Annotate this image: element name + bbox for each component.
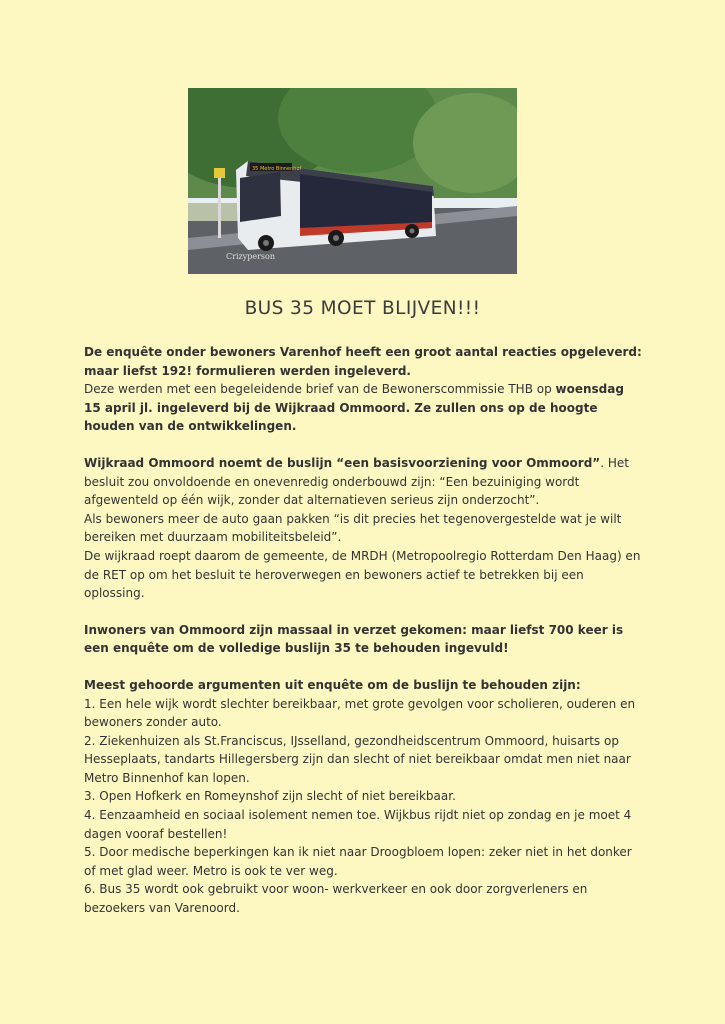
p2-text-1: . Het besluit zou onvoldoende en onevenredig onderbouwd zijn: “Een bezuiniging wordt afgewenteld op één wijk, zonder dat alternatieven serieus zijn onderzocht”. bbox=[84, 455, 629, 508]
bus-photo bbox=[188, 88, 517, 274]
argument-5: 5. Door medische beperkingen kan ik niet naar Droogbloem lopen: zeker niet in het donker of met glad weer. Metro is ook te ver weg. bbox=[84, 845, 632, 878]
arguments-heading: Meest gehoorde argumenten uit enquête om de buslijn te behouden zijn: bbox=[84, 677, 581, 692]
paragraph-3 bbox=[84, 621, 644, 658]
p1-text-1: Deze werden met een begeleidende brief van de Bewonerscommissie THB op bbox=[84, 382, 556, 397]
p3-bold-1: Inwoners van Ommoord zijn massaal in verzet gekomen: maar liefst 700 keer is een enquête om de volledige buslijn 35 te behouden ingevuld! bbox=[84, 622, 624, 656]
paragraph-1 bbox=[84, 343, 644, 436]
argument-1: 1. Een hele wijk wordt slechter bereikbaar, met grote gevolgen voor scholieren, ouderen en bewoners zonder auto. bbox=[84, 696, 636, 730]
bus-illustration bbox=[188, 88, 517, 274]
argument-2: 2. Ziekenhuizen als St.Franciscus, IJsselland, gezondheidscentrum Ommoord, huisarts op Hesseplaats, tandarts Hillegersberg zijn dan slecht of niet bereikbaar omdat men niet naar Metro Binnenhof kan lopen. bbox=[84, 733, 631, 785]
argument-6: 6. Bus 35 wordt ook gebruikt voor woon- werkverkeer en ook door zorgverleners en bezoekers van Varenoord. bbox=[84, 882, 588, 916]
article-body bbox=[84, 343, 644, 918]
p1-bold-1: De enquête onder bewoners Varenhof heeft een groot aantal reacties opgeleverd: maar liefst 192! formulieren werden ingeleverd. bbox=[84, 345, 642, 378]
p2-bold-1: Wijkraad Ommoord noemt de buslijn “een basisvoorziening voor Ommoord” bbox=[84, 455, 601, 470]
page-title: BUS 35 MOET BLIJVEN!!! bbox=[244, 298, 481, 319]
argument-4: 4. Eenzaamheid en sociaal isolement nemen toe. Wijkbus rijdt niet op zondag en je moet 4 dagen vooraf bestellen! bbox=[84, 808, 632, 841]
paragraph-2 bbox=[84, 454, 644, 603]
bus-destination-sign: 35 Metro Binnenhof bbox=[252, 166, 302, 172]
paragraph-4 bbox=[84, 676, 644, 918]
p1-bold-2: woensdag 15 april jl. ingeleverd bij de Wijkraad Ommoord. Ze zullen ons op de hoogte houden van de ontwikkelingen. bbox=[84, 382, 624, 434]
photo-caption: Crizyperson bbox=[226, 252, 275, 261]
p2-text-3: De wijkraad roept daarom de gemeente, de MRDH (Metropoolregio Rotterdam Den Haag) en de RET op om het besluit te heroverwegen en bewoners actief te betrekken bij een oplossing. bbox=[84, 548, 641, 601]
argument-3: 3. Open Hofkerk en Romeynshof zijn slecht of niet bereikbaar. bbox=[84, 789, 456, 804]
p2-text-2: Als bewoners meer de auto gaan pakken “is dit precies het tegenovergestelde wat je wilt bereiken met duurzaam mobiliteitsbeleid”. bbox=[84, 511, 622, 545]
